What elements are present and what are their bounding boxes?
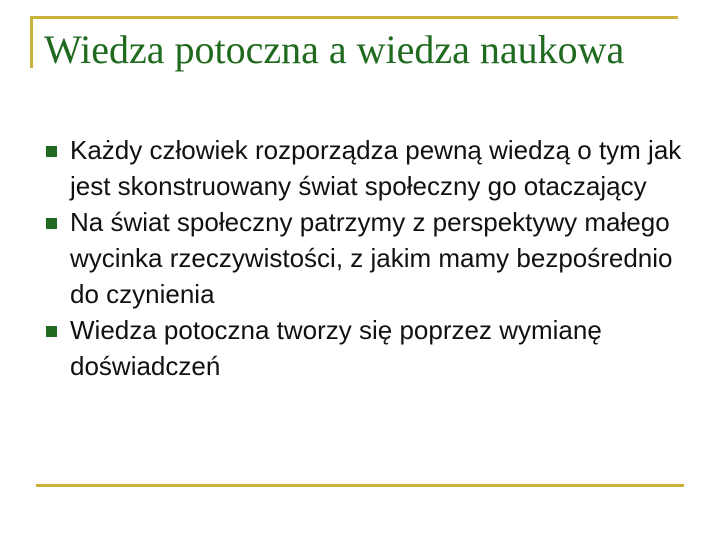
square-bullet-icon: [46, 146, 57, 157]
slide-title: Wiedza potoczna a wiedza naukowa: [44, 27, 625, 72]
bullet-item: [44, 312, 684, 384]
square-bullet-icon: [46, 218, 57, 229]
bullet-item: [44, 132, 684, 204]
bottom-accent-line: [36, 484, 684, 487]
bullet-list: [44, 132, 684, 384]
bullet-text: Wiedza potoczna tworzy się poprzez wymianę doświadczeń: [70, 315, 602, 381]
bullet-item: [44, 204, 684, 312]
top-accent-line: [30, 16, 678, 19]
left-accent-line: [30, 16, 33, 68]
bullet-text: Na świat społeczny patrzymy z perspektywy małego wycinka rzeczywistości, z jakim mamy bezpośrednio do czynienia: [70, 207, 673, 309]
square-bullet-icon: [46, 326, 57, 337]
bullet-text: Każdy człowiek rozporządza pewną wiedzą o tym jak jest skonstruowany świat społeczny go otaczający: [70, 135, 682, 201]
